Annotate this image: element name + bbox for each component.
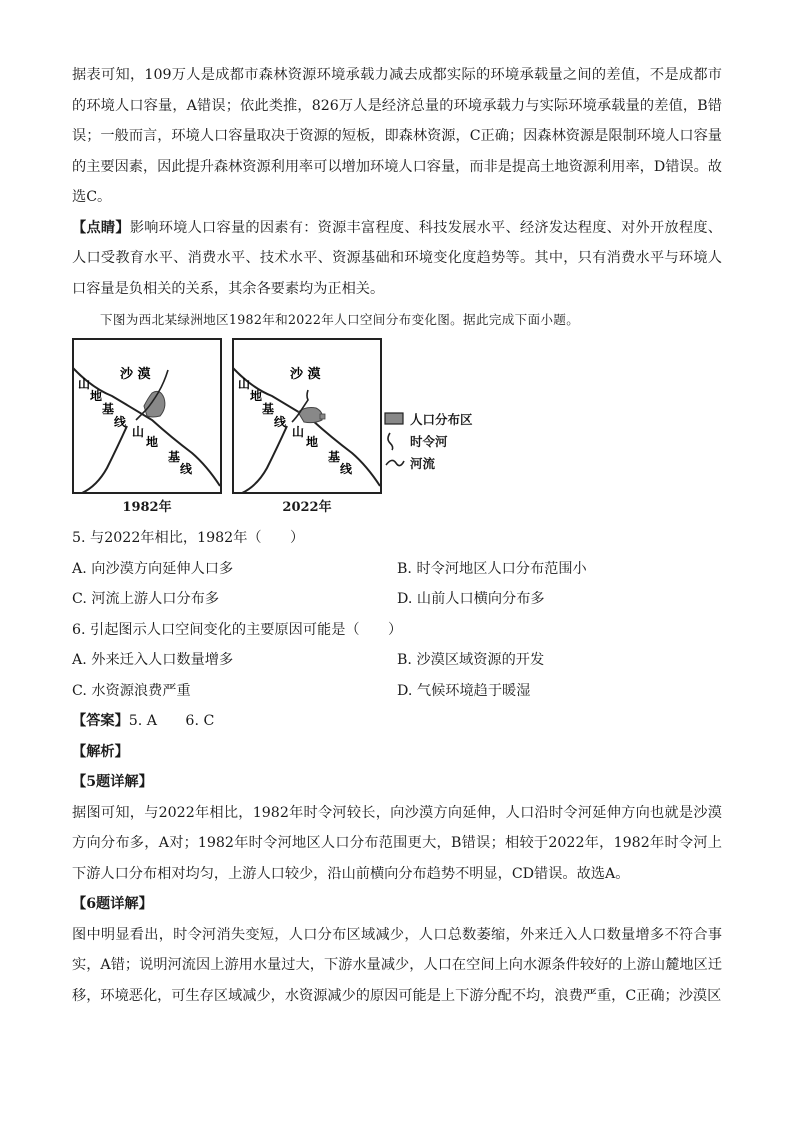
mountain-label: 基 xyxy=(168,450,181,464)
mountain-label: 山 xyxy=(78,377,91,391)
mountain-label: 基 xyxy=(262,402,275,416)
option-5b: B. 时令河地区人口分布范围小 xyxy=(397,560,587,577)
map-1982 xyxy=(72,338,222,515)
question-5-options-row-2 xyxy=(72,584,722,615)
mountain-label: 线 xyxy=(340,462,353,476)
question-5-stem: 5. 与2022年相比，1982年（ ） xyxy=(72,530,305,546)
map-1982-drawing xyxy=(72,338,222,498)
answer-text: 5. A 6. C xyxy=(128,713,215,729)
map-2022 xyxy=(232,338,382,515)
desert-label: 沙 漠 xyxy=(290,367,321,382)
population-area-icon xyxy=(384,412,406,426)
option-5a: A. 向沙漠方向延伸人口多 xyxy=(72,560,234,577)
question-6-options-row-2 xyxy=(72,676,722,707)
paragraph-explanation: 据表可知，109万人是成都市森林资源环境承载力减去成都实际的环境承载量之间的差值，不是成都市的环境人口容量，A错误；依此类推，826万人是经济总量的环境承载力与实际环境承载量的差值，B错误；一般而言，环境人口容量取决于资源的短板，即森林资源，C正确；因森林资源是限制环境人口容量的主要因素，因此提升森林资源利用率可以增加环境人口容量，而非是提高土地资源利用率，D错误。故选C。 xyxy=(72,67,722,205)
figure-intro: 下图为西北某绿洲地区1982年和2022年人口空间分布变化图。据此完成下面小题。 xyxy=(100,312,580,327)
option-5c: C. 河流上游人口分布多 xyxy=(72,591,220,607)
document-page xyxy=(72,60,722,1011)
option-6d: D. 气候环境趋于暖湿 xyxy=(397,682,531,699)
paragraph-dianjing xyxy=(72,213,722,305)
mountain-label: 山 xyxy=(238,377,251,391)
mountain-label: 山 xyxy=(292,425,305,439)
option-6c: C. 水资源浪费严重 xyxy=(72,682,191,699)
population-maps-figure xyxy=(72,338,722,523)
question-5-options-row-1 xyxy=(72,554,722,585)
mountain-label: 地 xyxy=(146,435,159,449)
legend-shiling-river-label: 时令河 xyxy=(410,434,448,449)
legend-population xyxy=(384,408,473,430)
mountain-label: 线 xyxy=(114,415,127,429)
map-year-label: 1982年 xyxy=(122,500,172,515)
legend-shiling-river xyxy=(384,430,473,452)
map-legend xyxy=(384,408,473,474)
dianjing-label: 【点睛】 xyxy=(72,219,130,236)
desert-label: 沙 漠 xyxy=(120,367,151,382)
mountain-label: 线 xyxy=(180,462,193,476)
map-2022-drawing xyxy=(232,338,382,498)
mountain-label: 山 xyxy=(132,425,145,439)
mountain-label: 线 xyxy=(274,415,287,429)
legend-river xyxy=(384,452,473,474)
option-5d: D. 山前人口横向分布多 xyxy=(397,591,545,607)
detail-5-label: 【5题详解】 xyxy=(72,774,153,790)
question-6-stem: 6. 引起图示人口空间变化的主要原因可能是（ ） xyxy=(72,621,403,638)
dianjing-text: 影响环境人口容量的因素有：资源丰富程度、科技发展水平、经济发达程度、对外开放程度、人口受教育水平、消费水平、技术水平、资源基础和环境变化度趋势等。其中，只有消费水平与环境人口容量是负相关的关系，其余各要素均为正相关。 xyxy=(72,219,722,297)
option-6a: A. 外来迁入人口数量增多 xyxy=(72,652,234,668)
seasonal-river-icon xyxy=(384,431,406,451)
question-6-options-row-1 xyxy=(72,645,722,676)
legend-river-label: 河流 xyxy=(410,456,436,471)
detail-6-label: 【6题详解】 xyxy=(72,896,153,912)
analysis-label: 【解析】 xyxy=(72,743,129,760)
option-6b: B. 沙漠区域资源的开发 xyxy=(397,652,545,668)
river-icon xyxy=(384,455,406,471)
map-year-label: 2022年 xyxy=(282,500,332,515)
mountain-label: 地 xyxy=(90,389,103,403)
detail-6-text: 图中明显看出，时令河消失变短，人口分布区域减少，人口总数萎缩，外来迁入人口数量增多不符合事实，A错；说明河流因上游用水量过大，下游水量减少，人口在空间上向水源条件较好的上游山麓地区迁移，环境恶化，可生存区域减少，水资源减少的原因可能是上下游分配不均，浪费严重，C正确；沙漠区 xyxy=(72,926,722,1004)
mountain-label: 地 xyxy=(250,389,263,403)
mountain-label: 地 xyxy=(306,435,319,449)
answer-label: 【答案】 xyxy=(72,713,129,729)
mountain-label: 基 xyxy=(328,450,341,464)
legend-population-label: 人口分布区 xyxy=(410,412,473,427)
mountain-label: 基 xyxy=(102,402,115,416)
answer-line xyxy=(72,706,722,737)
detail-5-text: 据图可知，与2022年相比，1982年时令河较长，向沙漠方向延伸，人口沿时令河延伸方向也就是沙漠方向分布多，A对；1982年时令河地区人口分布范围更大，B错误；相较于2022年，1982年时令河上下游人口分布相对均匀，上游人口较少，沿山前横向分布趋势不明显，CD错误。故选A。 xyxy=(72,804,722,882)
